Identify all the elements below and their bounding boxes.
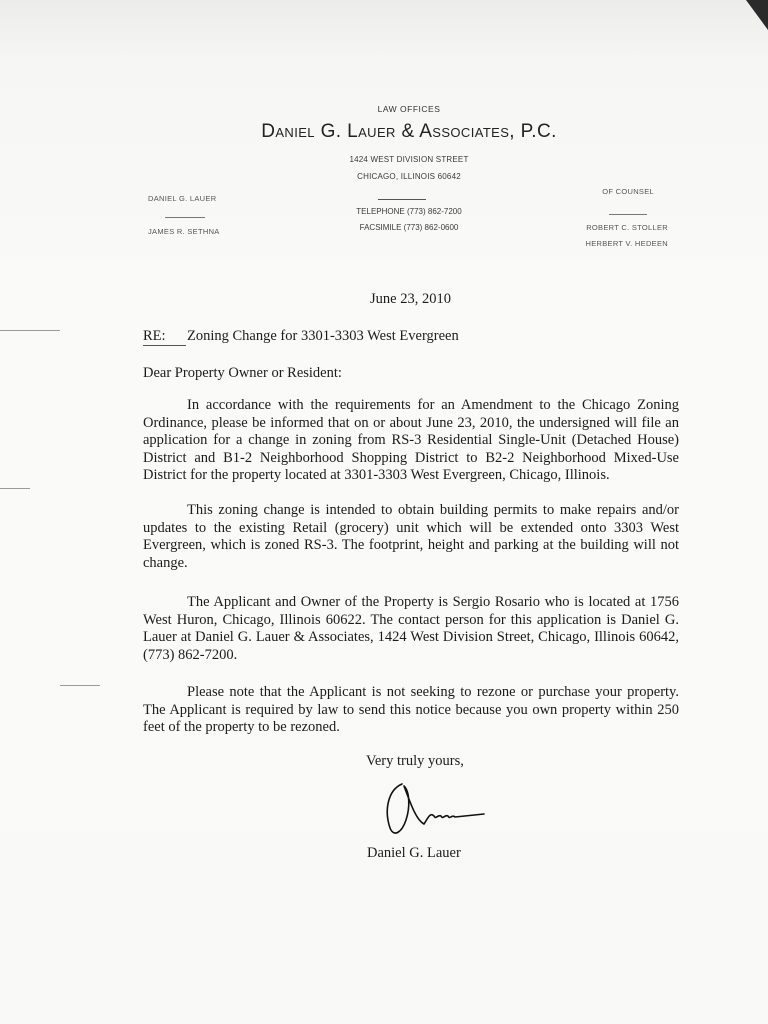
- address-street: 1424 WEST DIVISION STREET: [349, 155, 469, 164]
- body-paragraph: Please note that the Applicant is not seeking to rezone or purchase your property. The Applicant is required by law to send this notice because you own property within 250 feet of the property to be rezoned.: [143, 684, 679, 736]
- partner-name: JAMES R. SETHNA: [148, 227, 220, 236]
- of-counsel-label: OF COUNSEL: [602, 187, 654, 196]
- page-corner: [746, 0, 768, 30]
- scan-mark: [0, 488, 30, 489]
- body-paragraph: In accordance with the requirements for an Amendment to the Chicago Zoning Ordinance, please be informed that on or about June 23, 2010, the undersigned will file an application for a change in zoning from RS-3 Residential Single-Unit (Detached House) District and B1-2 Neighborhood Shopping District to B2-2 Neighborhood Mixed-Use District for the property located at 3301-3303 West Evergreen, Chicago, Illinois.: [143, 397, 679, 484]
- scan-mark: [60, 685, 100, 686]
- counsel-name: ROBERT C. STOLLER: [586, 223, 668, 232]
- divider: [165, 217, 205, 218]
- firm-name: Daniel G. Lauer & Associates, P.C.: [261, 121, 557, 142]
- closing: Very truly yours,: [366, 753, 464, 769]
- signer-name: Daniel G. Lauer: [367, 845, 461, 861]
- salutation: Dear Property Owner or Resident:: [143, 365, 342, 381]
- subject-underline: [143, 345, 186, 346]
- subject-label: RE:: [143, 328, 166, 344]
- subject-line: [143, 328, 459, 345]
- body-paragraph: This zoning change is intended to obtain building permits to make repairs and/or updates to the existing Retail (grocery) unit which will be extended onto 3303 West Evergreen, which is zoned RS-3. The footprint, height and parking at the building will not change.: [143, 502, 679, 571]
- law-offices-label: LAW OFFICES: [377, 104, 441, 114]
- divider: [609, 214, 647, 215]
- scan-mark: [0, 330, 60, 331]
- facsimile: FACSIMILE (773) 862-0600: [359, 223, 459, 232]
- letter-date: June 23, 2010: [370, 291, 451, 307]
- subject-text: Zoning Change for 3301-3303 West Evergreen: [187, 328, 459, 344]
- address-city: CHICAGO, ILLINOIS 60642: [357, 172, 461, 181]
- signature: [380, 780, 490, 842]
- divider: [378, 199, 426, 200]
- counsel-name: HERBERT V. HEDEEN: [585, 239, 668, 248]
- body-paragraph: The Applicant and Owner of the Property is Sergio Rosario who is located at 1756 West Huron, Chicago, Illinois 60622. The contact person for this application is Daniel G. Lauer at Daniel G. Lauer & Associates, 1424 West Division Street, Chicago, Illinois 60642, (773) 862-7200.: [143, 594, 679, 663]
- partner-name: DANIEL G. LAUER: [148, 194, 217, 203]
- telephone: TELEPHONE (773) 862-7200: [356, 207, 462, 216]
